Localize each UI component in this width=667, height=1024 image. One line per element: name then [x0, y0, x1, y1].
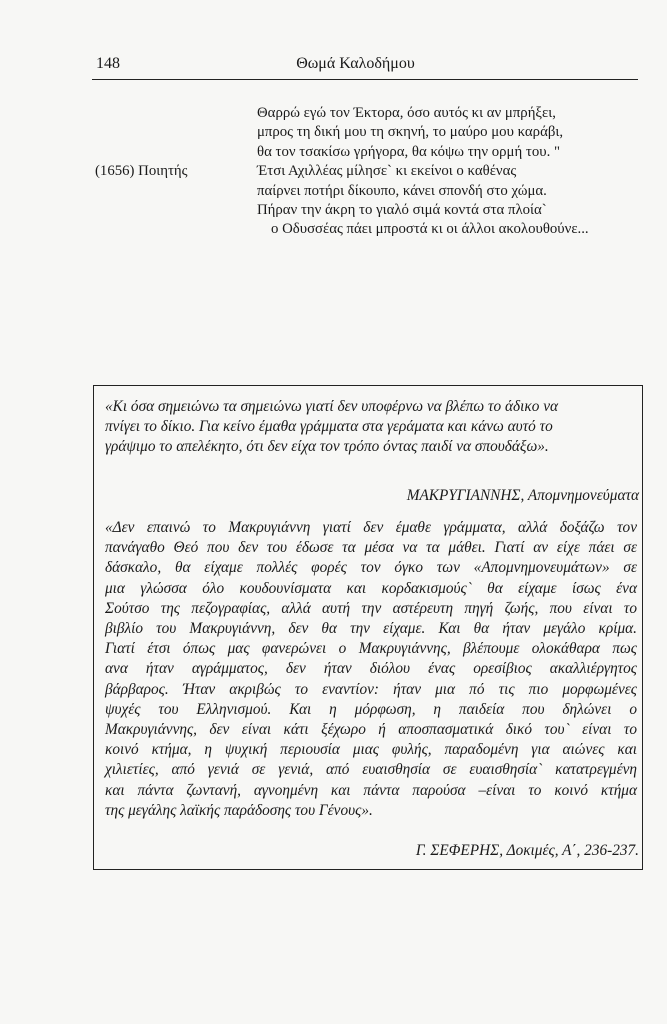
poem-line: Θαρρώ εγώ τον Έκτορα, όσο αυτός κι αν μπρήξει, [257, 105, 556, 121]
poem-line: παίρνει ποτήρι δίκουπο, κάνει σπονδή στο χώμα. [257, 182, 547, 199]
quote-line: κοινό κτήμα, η ψυχική περιουσία μιας φυλής, παραδομένη για αιώνες και [105, 741, 637, 759]
seferis-quote [105, 518, 637, 821]
quote-line: και πάντα ζωντανή, αγνοημένη και πάντα παρούσα –είναι το κοινό κτήμα [105, 781, 637, 799]
quote-line: βιβλίο του Μακρυγιάννη, δεν θα την είχαμε. Και θα ήταν μεγάλο κρίμα. [105, 620, 637, 638]
quote-line: πανάγαθο Θεό που δεν του έδωσε τα μέσα να τα μάθει. Γιατί αν είχε πάει σε [105, 539, 637, 557]
header-rule [92, 79, 638, 80]
quote-line: Μακρυγιάννης, δεν είναι κάτι ξέχωρο ή αποσπασματικά δικό του` είναι το [105, 721, 637, 739]
poem-line: θα τον τσακίσω γρήγορα, θα κόψω την ορμή του. " [257, 143, 561, 160]
quote-line: χιλιετίες, από γενιά σε γενιά, από ευαισθησία σε ευαισθησία` κατατρεγμένη [105, 761, 637, 779]
quote-line: της μεγάλης λαϊκής παράδοσης του Γένους». [105, 801, 373, 819]
poem-line: ο Οδυσσέας πάει μπροστά κι οι άλλοι ακολουθούνε... [271, 221, 589, 238]
quote-line: «Κι όσα σημειώνω τα σημειώνω γιατί δεν υποφέρνω να βλέπω το άδικο να [105, 398, 559, 415]
quote-line: Σούτσο της πεζογραφίας, αλλά αυτή την αστέρευτη πηγή ζωής, που είναι το [105, 599, 637, 617]
poem-excerpt [257, 104, 589, 240]
poem-line: Πήραν την άκρη το γιαλό σιμά κοντά στα πλοία` [257, 202, 547, 219]
poem-line: μπρος τη δική μου τη σκηνή, το μαύρο μου καράβι, [257, 124, 564, 141]
makrygiannis-quote [105, 397, 637, 458]
quote-line: «Δεν επαινώ το Μακρυγιάννη γιατί δεν έμαθε γράμματα, αλλά δοξάζω τον [105, 519, 637, 536]
margin-note: (1656) Ποιητής [95, 163, 188, 179]
quote-line: πνίγει το δίκιο. Για κείνο έμαθα γράμματα στα γεράματα και κάνω αυτό το [105, 418, 553, 436]
quote-line: ψυχές του Ελληνισμού. Και η μόρφωση, η παιδεία που δηλώνει ο [105, 700, 637, 718]
poem-line: Έτσι Αχιλλέας μίλησε` κι εκείνοι ο καθένας [257, 163, 517, 180]
quote-line: Γιατί έτσι όπως μας φανερώνει ο Μακρυγιάννης, βλέπουμε ολοκάθαρα πως [105, 640, 637, 658]
makrygiannis-attribution: ΜΑΚΡΥΓΙΑΝΝΗΣ, Απομνημονεύματα [406, 487, 639, 504]
quote-line: δάσκαλο, θα είχαμε πολλές φορές τον όγκο των «Απομνημονευμάτων» σε [105, 559, 637, 577]
page-number: 148 [96, 55, 120, 72]
seferis-attribution: Γ. ΣΕΦΕΡΗΣ, Δοκιμές, Α΄, 236-237. [415, 842, 639, 859]
quote-line: βάρβαρος. Ήταν ακριβώς το εναντίον: ήταν μια πό τις πιο μορφωμένες [105, 680, 637, 698]
quote-line: γράψιμο το απελέκητο, ότι δεν είχα τον τρόπο όντας παιδί να σπουδάξω». [105, 438, 549, 456]
running-title: Θωμά Καλοδήμου [296, 55, 415, 72]
quote-line: μια γλώσσα όλο κουδουνίσματα και κορδακισμούς` θα είχαμε ίσως ένα [105, 579, 637, 597]
quote-line: ανα ήταν αγράμματος, δεν ήταν διόλου ένας ορεσίβιος ακαλλιέργητος [105, 660, 637, 678]
